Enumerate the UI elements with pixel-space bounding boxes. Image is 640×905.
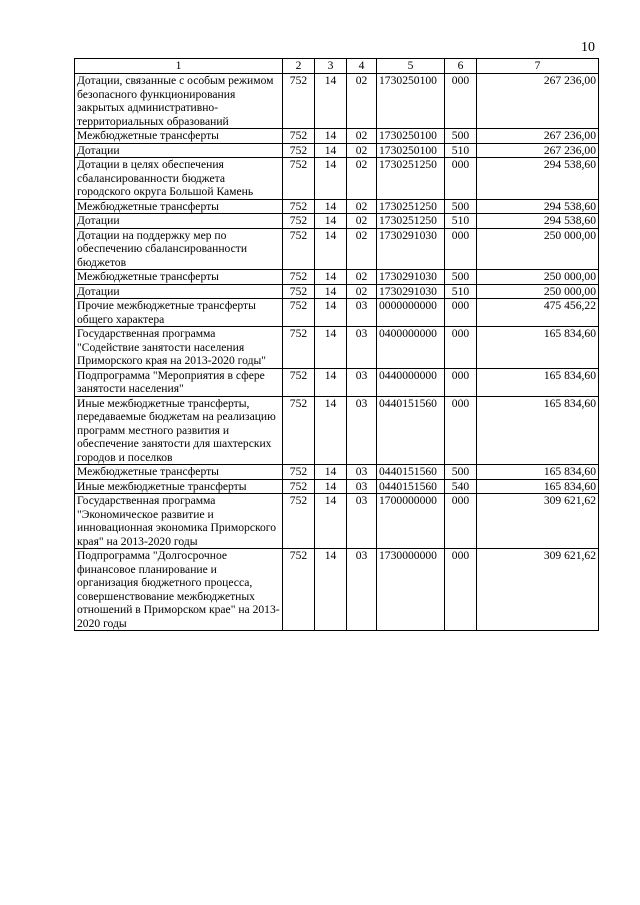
table-row <box>75 214 599 229</box>
target-article-cell: 0440151560 <box>377 396 445 465</box>
amount-cell: 475 456,22 <box>477 299 599 327</box>
section-code-cell: 14 <box>315 549 347 631</box>
subsection-code-cell: 02 <box>347 214 377 229</box>
subsection-code-cell: 02 <box>347 284 377 299</box>
subsection-code-cell: 03 <box>347 368 377 396</box>
section-code-cell: 14 <box>315 465 347 480</box>
section-code-cell: 14 <box>315 327 347 369</box>
row-name-cell: Межбюджетные трансферты <box>75 465 283 480</box>
target-article-cell: 1730251250 <box>377 199 445 214</box>
section-code-cell: 14 <box>315 199 347 214</box>
table-row <box>75 479 599 494</box>
section-code-cell: 14 <box>315 396 347 465</box>
target-article-cell: 1730251250 <box>377 158 445 200</box>
amount-cell: 267 236,00 <box>477 143 599 158</box>
subsection-code-cell: 03 <box>347 549 377 631</box>
ministry-code-cell: 752 <box>283 368 315 396</box>
header-cell: 4 <box>347 59 377 74</box>
table-row <box>75 368 599 396</box>
row-name-cell: Подпрограмма "Мероприятия в сфере занятости населения" <box>75 368 283 396</box>
row-name-cell: Иные межбюджетные трансферты, передаваемые бюджетам на реализацию программ местного развития и обеспечение занятости для шахтерских городов и поселков <box>75 396 283 465</box>
ministry-code-cell: 752 <box>283 549 315 631</box>
target-article-cell: 0000000000 <box>377 299 445 327</box>
expense-type-cell: 500 <box>445 465 477 480</box>
subsection-code-cell: 03 <box>347 396 377 465</box>
subsection-code-cell: 03 <box>347 479 377 494</box>
amount-cell: 250 000,00 <box>477 228 599 270</box>
subsection-code-cell: 02 <box>347 143 377 158</box>
amount-cell: 267 236,00 <box>477 74 599 129</box>
subsection-code-cell: 03 <box>347 299 377 327</box>
section-code-cell: 14 <box>315 228 347 270</box>
expense-type-cell: 500 <box>445 270 477 285</box>
target-article-cell: 1700000000 <box>377 494 445 549</box>
row-name-cell: Дотации на поддержку мер по обеспечению сбалансированности бюджетов <box>75 228 283 270</box>
section-code-cell: 14 <box>315 214 347 229</box>
expense-type-cell: 500 <box>445 199 477 214</box>
table-row <box>75 494 599 549</box>
subsection-code-cell: 03 <box>347 494 377 549</box>
section-code-cell: 14 <box>315 299 347 327</box>
table-row <box>75 270 599 285</box>
expense-type-cell: 510 <box>445 214 477 229</box>
ministry-code-cell: 752 <box>283 74 315 129</box>
ministry-code-cell: 752 <box>283 270 315 285</box>
expense-type-cell: 000 <box>445 368 477 396</box>
section-code-cell: 14 <box>315 129 347 144</box>
row-name-cell: Межбюджетные трансферты <box>75 129 283 144</box>
expense-type-cell: 000 <box>445 549 477 631</box>
expense-type-cell: 510 <box>445 284 477 299</box>
section-code-cell: 14 <box>315 143 347 158</box>
header-cell: 3 <box>315 59 347 74</box>
expense-type-cell: 510 <box>445 143 477 158</box>
ministry-code-cell: 752 <box>283 327 315 369</box>
amount-cell: 294 538,60 <box>477 214 599 229</box>
subsection-code-cell: 03 <box>347 327 377 369</box>
ministry-code-cell: 752 <box>283 214 315 229</box>
expense-type-cell: 000 <box>445 158 477 200</box>
expense-type-cell: 500 <box>445 129 477 144</box>
target-article-cell: 1730000000 <box>377 549 445 631</box>
section-code-cell: 14 <box>315 368 347 396</box>
target-article-cell: 0440151560 <box>377 465 445 480</box>
header-cell: 7 <box>477 59 599 74</box>
section-code-cell: 14 <box>315 479 347 494</box>
ministry-code-cell: 752 <box>283 143 315 158</box>
expense-type-cell: 540 <box>445 479 477 494</box>
subsection-code-cell: 02 <box>347 129 377 144</box>
header-cell: 2 <box>283 59 315 74</box>
amount-cell: 250 000,00 <box>477 270 599 285</box>
row-name-cell: Государственная программа "Экономическое развитие и инновационная экономика Приморского края" на 2013-2020 годы <box>75 494 283 549</box>
target-article-cell: 1730291030 <box>377 228 445 270</box>
table-body <box>75 74 599 631</box>
amount-cell: 309 621,62 <box>477 494 599 549</box>
header-cell: 6 <box>445 59 477 74</box>
table-row <box>75 284 599 299</box>
ministry-code-cell: 752 <box>283 158 315 200</box>
target-article-cell: 1730250100 <box>377 129 445 144</box>
subsection-code-cell: 02 <box>347 158 377 200</box>
amount-cell: 165 834,60 <box>477 368 599 396</box>
amount-cell: 294 538,60 <box>477 158 599 200</box>
target-article-cell: 0440151560 <box>377 479 445 494</box>
ministry-code-cell: 752 <box>283 284 315 299</box>
ministry-code-cell: 752 <box>283 494 315 549</box>
ministry-code-cell: 752 <box>283 228 315 270</box>
row-name-cell: Прочие межбюджетные трансферты общего характера <box>75 299 283 327</box>
target-article-cell: 1730250100 <box>377 74 445 129</box>
row-name-cell: Дотации <box>75 284 283 299</box>
ministry-code-cell: 752 <box>283 299 315 327</box>
section-code-cell: 14 <box>315 270 347 285</box>
expense-type-cell: 000 <box>445 74 477 129</box>
expense-type-cell: 000 <box>445 327 477 369</box>
target-article-cell: 0400000000 <box>377 327 445 369</box>
amount-cell: 165 834,60 <box>477 465 599 480</box>
header-row <box>75 59 599 74</box>
table-row <box>75 129 599 144</box>
ministry-code-cell: 752 <box>283 199 315 214</box>
amount-cell: 267 236,00 <box>477 129 599 144</box>
section-code-cell: 14 <box>315 494 347 549</box>
subsection-code-cell: 02 <box>347 228 377 270</box>
section-code-cell: 14 <box>315 158 347 200</box>
subsection-code-cell: 03 <box>347 465 377 480</box>
ministry-code-cell: 752 <box>283 479 315 494</box>
expense-type-cell: 000 <box>445 494 477 549</box>
row-name-cell: Подпрограмма "Долгосрочное финансовое планирование и организация бюджетного процесса, совершенствование межбюджетных отношений в Приморском крае" на 2013-2020 годы <box>75 549 283 631</box>
ministry-code-cell: 752 <box>283 465 315 480</box>
header-cell: 5 <box>377 59 445 74</box>
target-article-cell: 0440000000 <box>377 368 445 396</box>
amount-cell: 250 000,00 <box>477 284 599 299</box>
target-article-cell: 1730251250 <box>377 214 445 229</box>
subsection-code-cell: 02 <box>347 74 377 129</box>
amount-cell: 309 621,62 <box>477 549 599 631</box>
amount-cell: 294 538,60 <box>477 199 599 214</box>
table-row <box>75 143 599 158</box>
table-row <box>75 465 599 480</box>
section-code-cell: 14 <box>315 284 347 299</box>
target-article-cell: 1730291030 <box>377 284 445 299</box>
amount-cell: 165 834,60 <box>477 327 599 369</box>
target-article-cell: 1730250100 <box>377 143 445 158</box>
row-name-cell: Дотации <box>75 214 283 229</box>
table-row <box>75 158 599 200</box>
target-article-cell: 1730291030 <box>377 270 445 285</box>
ministry-code-cell: 752 <box>283 129 315 144</box>
amount-cell: 165 834,60 <box>477 479 599 494</box>
ministry-code-cell: 752 <box>283 396 315 465</box>
table-row <box>75 327 599 369</box>
amount-cell: 165 834,60 <box>477 396 599 465</box>
row-name-cell: Иные межбюджетные трансферты <box>75 479 283 494</box>
row-name-cell: Дотации, связанные с особым режимом безопасного функционирования закрытых административно-территориальных образований <box>75 74 283 129</box>
table-row <box>75 549 599 631</box>
row-name-cell: Дотации в целях обеспечения сбалансированности бюджета городского округа Большой Камень <box>75 158 283 200</box>
table-row <box>75 74 599 129</box>
expense-type-cell: 000 <box>445 299 477 327</box>
expense-type-cell: 000 <box>445 396 477 465</box>
expense-type-cell: 000 <box>445 228 477 270</box>
budget-table <box>74 58 599 631</box>
row-name-cell: Межбюджетные трансферты <box>75 270 283 285</box>
table-row <box>75 396 599 465</box>
table-row <box>75 299 599 327</box>
table-row <box>75 228 599 270</box>
section-code-cell: 14 <box>315 74 347 129</box>
header-cell: 1 <box>75 59 283 74</box>
subsection-code-cell: 02 <box>347 199 377 214</box>
row-name-cell: Межбюджетные трансферты <box>75 199 283 214</box>
page-number: 10 <box>581 40 595 55</box>
table-row <box>75 199 599 214</box>
row-name-cell: Дотации <box>75 143 283 158</box>
row-name-cell: Государственная программа "Содействие занятости населения Приморского края на 2013-2020 годы" <box>75 327 283 369</box>
subsection-code-cell: 02 <box>347 270 377 285</box>
